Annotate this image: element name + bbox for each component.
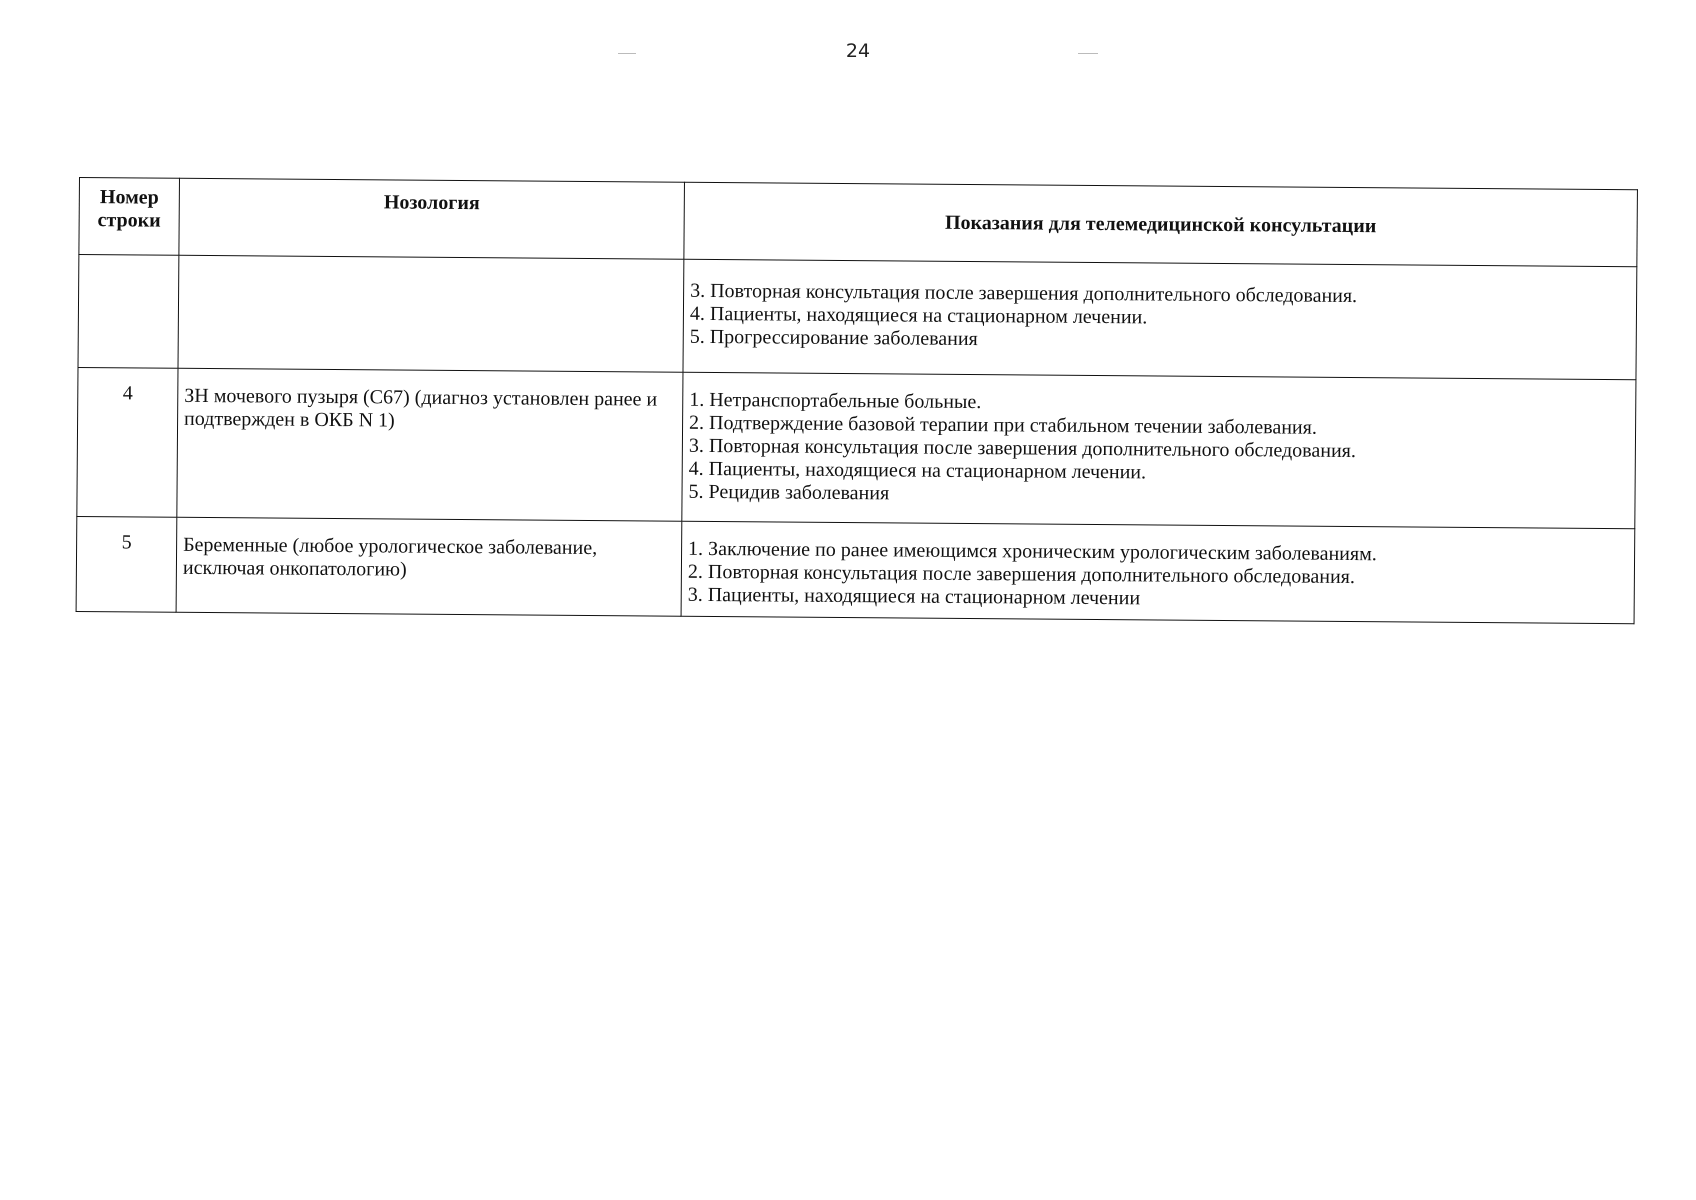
row-number-cell: 4 xyxy=(77,367,178,517)
indication-item: 3. Пациенты, находящиеся на стационарном лечении xyxy=(687,583,1141,610)
indication-item: 3. Повторная консультация после завершения дополнительного обследования. xyxy=(690,279,1358,308)
indications-table xyxy=(76,177,1638,624)
nosology-cell: ЗН мочевого пузыря (C67) (диагноз установлен ранее и подтвержден в ОКБ N 1) xyxy=(177,368,683,521)
nosology-cell xyxy=(178,255,684,372)
row-number-cell xyxy=(78,255,179,369)
indication-item: 1. Заключение по ранее имеющимся хроническим урологическим заболеваниям. xyxy=(688,537,1377,566)
indication-item: 3. Повторная консультация после завершения дополнительного обследования. xyxy=(688,434,1356,463)
indication-item: 5. Рецидив заболевания xyxy=(688,480,890,505)
table-header-row xyxy=(79,178,1638,267)
indication-item: 1. Нетранспортабельные больные. xyxy=(689,388,982,414)
page-number: 24 xyxy=(845,40,871,62)
indications-cell xyxy=(681,521,1635,623)
header-row-number: Номер строки xyxy=(79,178,180,256)
indication-item: 4. Пациенты, находящиеся на стационарном лечении. xyxy=(688,457,1147,484)
scan-artifact-left xyxy=(618,53,636,54)
table-row xyxy=(76,516,1635,623)
indication-item: 4. Пациенты, находящиеся на стационарном лечении. xyxy=(689,302,1148,329)
indications-cell xyxy=(683,259,1637,379)
row-number-cell: 5 xyxy=(76,516,177,612)
indications-cell xyxy=(682,372,1636,528)
table-row xyxy=(78,255,1637,380)
indications-table-container xyxy=(76,177,1637,624)
scan-artifact-right xyxy=(1078,53,1098,54)
indication-item: 2. Подтверждение базовой терапии при стабильном течении заболевания. xyxy=(689,411,1317,439)
indication-item: 5. Прогрессирование заболевания xyxy=(689,325,978,351)
indication-item: 2. Повторная консультация после завершения дополнительного обследования. xyxy=(687,560,1355,589)
header-indications: Показания для телемедицинской консультации xyxy=(684,182,1638,266)
table-row xyxy=(77,367,1636,528)
header-nosology: Нозология xyxy=(179,178,685,259)
nosology-cell: Беременные (любое урологическое заболевание, исключая онкопатологию) xyxy=(176,517,682,616)
